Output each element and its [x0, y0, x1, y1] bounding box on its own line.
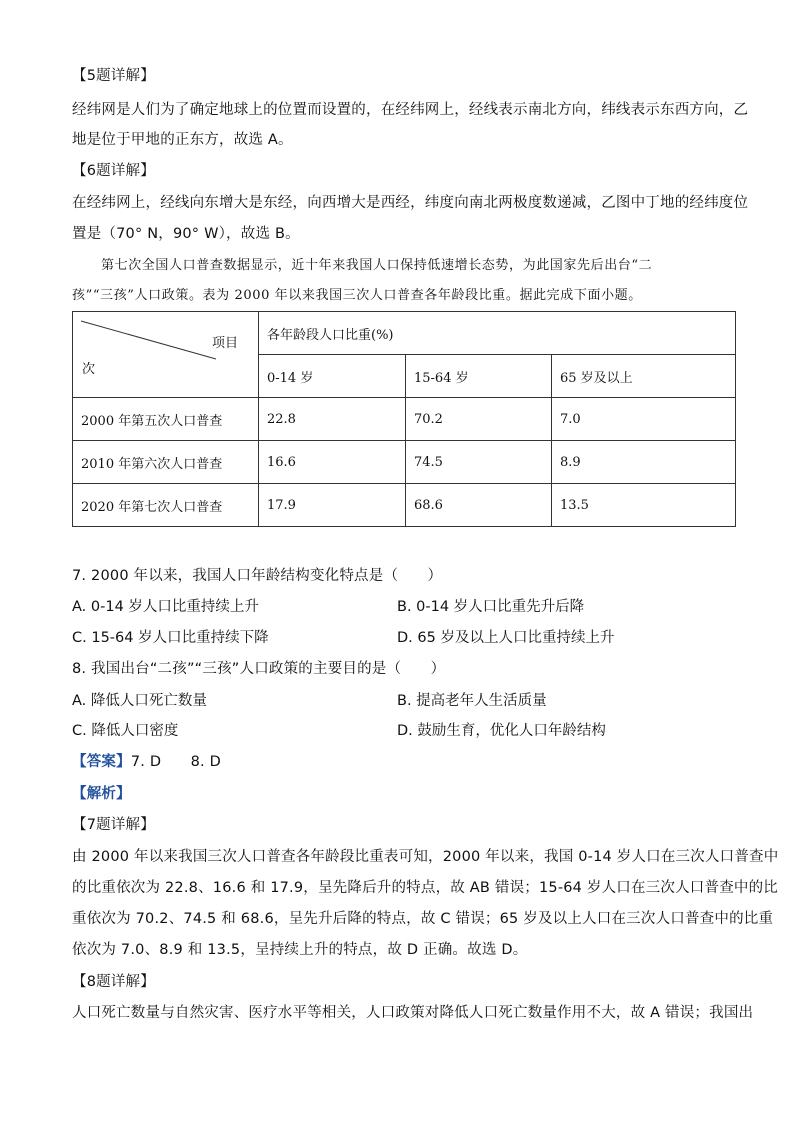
q8-explanation-line1: 人口死亡数量与自然灾害、医疗水平等相关，人口政策对降低人口死亡数量作用不大，故 A 错误；我国出 — [72, 1005, 754, 1021]
answer-tag: 【答案】 — [72, 754, 131, 770]
answer-line — [72, 752, 221, 772]
q5-explanation-line1: 经纬网是人们为了确定地球上的位置而设置的，在经纬网上，经线表示南北方向，纬线表示东西方向，乙 — [72, 102, 749, 118]
q7-stem: 7. 2000 年以来，我国人口年龄结构变化特点是（ ） — [72, 568, 443, 584]
table-cell: 68.6 — [406, 484, 552, 527]
table-cell: 8.9 — [552, 441, 736, 484]
q7-explanation-line2: 的比重依次为 22.8、16.6 和 17.9，呈先降后升的特点，故 AB 错误；15-64 岁人口在三次人口普查中的比 — [72, 880, 779, 896]
row-label: 2010 年第六次人口普查 — [73, 441, 259, 484]
q7-option-d: D. 65 岁及以上人口比重持续上升 — [397, 630, 615, 646]
q6-explanation-line2: 置是（70° N，90° W），故选 B。 — [72, 226, 300, 242]
corner-bottom-label: 次 — [82, 362, 96, 377]
column-header: 65 岁及以上 — [552, 355, 736, 398]
table-cell: 7.0 — [552, 398, 736, 441]
table-cell: 22.8 — [259, 398, 406, 441]
table-cell: 17.9 — [259, 484, 406, 527]
table-cell: 16.6 — [259, 441, 406, 484]
q6-explanation-line1: 在经纬网上，经线向东增大是东经，向西增大是西经，纬度向南北两极度数递减，乙图中丁地的经纬度位 — [72, 195, 749, 211]
row-label: 2020 年第七次人口普查 — [73, 484, 259, 527]
q5-explanation-line2: 地是位于甲地的正东方，故选 A。 — [72, 132, 293, 148]
corner-top-label: 项目 — [211, 336, 238, 351]
answer-text: 7. D 8. D — [130, 754, 222, 770]
q8-stem: 8. 我国出台“二孩”“三孩”人口政策的主要目的是（ ） — [72, 661, 446, 677]
q7-option-a: A. 0-14 岁人口比重持续上升 — [72, 599, 259, 615]
intro-line1: 第七次全国人口普查数据显示，近十年来我国人口保持低速增长态势，为此国家先后出台“二 — [101, 258, 653, 273]
table-cell: 70.2 — [406, 398, 552, 441]
table-row — [73, 398, 736, 441]
q7-detail-header: 【7题详解】 — [72, 817, 155, 833]
table-corner-cell — [73, 312, 259, 398]
column-header: 15-64 岁 — [406, 355, 552, 398]
q7-explanation-line3: 重依次为 70.2、74.5 和 68.6，呈先升后降的特点，故 C 错误；65 岁及以上人口在三次人口普查中的比重 — [72, 911, 774, 927]
q6-detail-header: 【6题详解】 — [72, 163, 155, 179]
q7-explanation-line4: 依次为 7.0、8.9 和 13.5，呈持续上升的特点，故 D 正确。故选 D。 — [72, 942, 528, 958]
row-label: 2000 年第五次人口普查 — [73, 398, 259, 441]
q7-explanation-line1: 由 2000 年以来我国三次人口普查各年龄段比重表可知，2000 年以来，我国 0-14 岁人口在三次人口普查中 — [72, 849, 779, 865]
q8-option-b: B. 提高老年人生活质量 — [397, 693, 547, 709]
intro-line2: 孩”“三孩”人口政策。表为 2000 年以来我国三次人口普查各年龄段比重。据此完成下面小题。 — [72, 288, 642, 303]
table-cell: 13.5 — [552, 484, 736, 527]
q8-option-c: C. 降低人口密度 — [72, 723, 179, 739]
census-table — [72, 311, 736, 527]
q7-option-b: B. 0-14 岁人口比重先升后降 — [397, 599, 585, 615]
q8-option-d: D. 鼓励生育，优化人口年龄结构 — [397, 723, 606, 739]
corner-diagonal — [73, 312, 258, 399]
q5-detail-header: 【5题详解】 — [72, 68, 155, 84]
table-cell: 74.5 — [406, 441, 552, 484]
q8-detail-header: 【8题详解】 — [72, 974, 155, 990]
table-row — [73, 484, 736, 527]
column-header: 0-14 岁 — [259, 355, 406, 398]
analysis-line — [72, 784, 131, 804]
analysis-tag: 【解析】 — [72, 786, 131, 802]
table-row — [73, 441, 736, 484]
table-group-header: 各年龄段人口比重(%) — [259, 312, 736, 355]
q7-option-c: C. 15-64 岁人口比重持续下降 — [72, 630, 269, 646]
q8-option-a: A. 降低人口死亡数量 — [72, 693, 207, 709]
